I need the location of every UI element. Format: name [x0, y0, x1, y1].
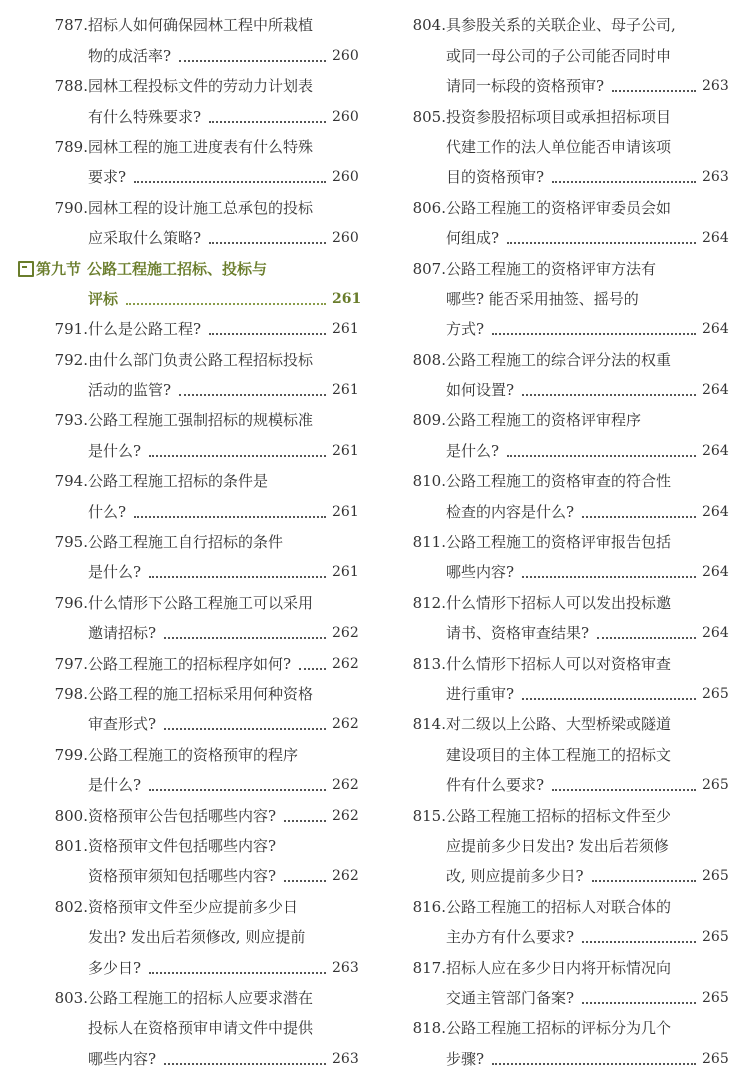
entry-title: 请书、资格审查结果?	[446, 624, 590, 643]
entry-number: 802.	[54, 897, 88, 916]
toc-entry-line	[408, 739, 728, 769]
toc-entry-line[interactable]	[18, 770, 358, 800]
page-number: 264	[702, 564, 729, 581]
entry-title: 公路工程施工的招标程序如何?	[88, 654, 292, 673]
entry-title: 公路工程施工的资格评审方法有	[446, 259, 657, 278]
entry-title: 是什么?	[88, 776, 142, 795]
entry-number: 799.	[54, 745, 88, 764]
entry-title: 什么情形下招标人可以发出投标邀	[446, 593, 672, 612]
page-number: 264	[702, 321, 729, 338]
dot-leader	[552, 180, 696, 183]
entry-number: 794.	[54, 472, 88, 491]
entry-title: 资格预审须知包括哪些内容?	[88, 867, 277, 886]
page-number: 260	[332, 47, 359, 64]
entry-number: 818.	[412, 1019, 446, 1038]
toc-entry-line	[408, 466, 728, 496]
entry-number: 796.	[54, 593, 88, 612]
entry-title: 何组成?	[446, 229, 500, 248]
dot-leader	[284, 819, 326, 822]
toc-entry-line	[18, 831, 358, 861]
dot-leader	[179, 393, 326, 396]
toc-entry-line[interactable]	[18, 223, 358, 253]
entry-title: 公路工程施工强制招标的规模标准	[88, 411, 314, 430]
page-number: 264	[702, 625, 729, 642]
toc-entry-line	[408, 891, 728, 921]
entry-number: 804.	[412, 16, 446, 35]
dot-leader	[612, 89, 696, 92]
dot-leader	[552, 788, 696, 791]
entry-number: 792.	[54, 350, 88, 369]
toc-entry-line[interactable]	[408, 618, 728, 648]
toc-entry-line[interactable]	[18, 800, 358, 830]
toc-entry-line	[18, 587, 358, 617]
entry-title: 公路工程施工的资格评审程序	[446, 411, 642, 430]
toc-entry-line	[408, 10, 728, 40]
dot-leader	[126, 302, 326, 305]
dot-leader	[134, 180, 326, 183]
entry-number: 800.	[54, 806, 88, 825]
entry-number: 790.	[54, 198, 88, 217]
toc-entry-line[interactable]	[408, 496, 728, 526]
entry-title: 主办方有什么要求?	[446, 928, 575, 947]
dot-leader	[149, 575, 326, 578]
entry-title: 由什么部门负责公路工程招标投标	[88, 350, 314, 369]
entry-title: 园林工程的施工进度表有什么特殊	[88, 137, 314, 156]
entry-title: 什么情形下招标人可以对资格审查	[446, 654, 672, 673]
toc-entry-line	[18, 466, 358, 496]
entry-title: 公路工程施工招标的招标文件至少	[446, 806, 672, 825]
dot-leader	[582, 515, 696, 518]
entry-title: 具参股关系的关联企业、母子公司,	[446, 16, 676, 35]
dot-leader	[492, 1062, 696, 1065]
entry-title: 请同一标段的资格预审?	[446, 77, 605, 96]
page-number: 265	[702, 989, 729, 1006]
page-number: 261	[332, 442, 359, 459]
toc-entry-line	[18, 527, 358, 557]
toc-entry-line[interactable]	[408, 71, 728, 101]
page-number: 263	[702, 78, 729, 95]
page-number: 262	[332, 655, 359, 672]
toc-entry-line[interactable]	[18, 162, 358, 192]
entry-title: 多少日?	[88, 958, 142, 977]
page-number: 260	[332, 169, 359, 186]
dot-leader	[209, 241, 326, 244]
dot-leader	[209, 332, 326, 335]
entry-title: 有什么特殊要求?	[88, 107, 202, 126]
page-number: 265	[702, 1050, 729, 1067]
entry-number: 793.	[54, 411, 88, 430]
page-number: 263	[332, 1050, 359, 1067]
entry-title: 应提前多少日发出? 发出后若须修	[446, 836, 669, 855]
entry-title: 资格预审文件至少应提前多少日	[88, 897, 299, 916]
entry-title: 目的资格预审?	[446, 168, 545, 187]
entry-title: 哪些内容?	[446, 563, 515, 582]
entry-title: 是什么?	[88, 563, 142, 582]
entry-title: 检查的内容是什么?	[446, 502, 575, 521]
entry-title: 公路工程施工的招标人对联合体的	[446, 897, 672, 916]
toc-entry-line[interactable]	[408, 314, 728, 344]
toc-entry-line	[408, 527, 728, 557]
entry-title: 是什么?	[88, 441, 142, 460]
toc-entry-line[interactable]	[408, 557, 728, 587]
entry-number: 803.	[54, 988, 88, 1007]
dot-leader	[522, 393, 696, 396]
entry-title: 什么?	[88, 502, 127, 521]
toc-entry-line	[18, 405, 358, 435]
entry-title: 公路工程施工的资格审查的符合性	[446, 472, 672, 491]
entry-title: 园林工程的设计施工总承包的投标	[88, 198, 314, 217]
entry-number: 808.	[412, 350, 446, 369]
entry-title: 公路工程施工的综合评分法的权重	[446, 350, 672, 369]
page-number: 264	[702, 442, 729, 459]
entry-number: 805.	[412, 107, 446, 126]
toc-entry-line	[408, 405, 728, 435]
dot-leader	[492, 332, 696, 335]
dot-leader	[582, 940, 696, 943]
entry-title: 公路工程施工的资格预审的程序	[88, 745, 299, 764]
book-icon	[18, 261, 34, 277]
dot-leader	[582, 1001, 696, 1004]
toc-entry-line[interactable]	[408, 162, 728, 192]
section-title: 公路工程施工招标、投标与	[87, 259, 268, 278]
page-number: 261	[332, 564, 359, 581]
entry-title: 公路工程施工招标的条件是	[88, 472, 269, 491]
toc-entry-line[interactable]	[18, 1043, 358, 1073]
entry-number: 791.	[54, 320, 88, 339]
toc-entry-line	[18, 71, 358, 101]
dot-leader	[592, 879, 696, 882]
dot-leader	[149, 788, 326, 791]
entry-number: 787.	[54, 16, 88, 35]
entry-number: 806.	[412, 198, 446, 217]
page-number: 262	[332, 807, 359, 824]
entry-title: 资格预审公告包括哪些内容?	[88, 806, 277, 825]
page-number: 262	[332, 716, 359, 733]
entry-title: 要求?	[88, 168, 127, 187]
toc-entry-line[interactable]	[408, 983, 728, 1013]
entry-number: 814.	[412, 715, 446, 734]
toc-entry-line[interactable]	[408, 1043, 728, 1073]
entry-title: 是什么?	[446, 441, 500, 460]
entry-number: 795.	[54, 533, 88, 552]
entry-number: 817.	[412, 958, 446, 977]
toc-entry-line	[18, 679, 358, 709]
toc-entry-line[interactable]	[18, 648, 358, 678]
toc-entry-line	[18, 192, 358, 222]
dot-leader	[284, 879, 326, 882]
toc-entry-line	[408, 831, 728, 861]
entry-title: 招标人如何确保园林工程中所栽植	[88, 16, 314, 35]
entry-number: 815.	[412, 806, 446, 825]
page-number: 265	[702, 685, 729, 702]
dot-leader	[149, 971, 326, 974]
section-heading[interactable]	[18, 253, 358, 283]
entry-title: 园林工程投标文件的劳动力计划表	[88, 77, 314, 96]
entry-title: 公路工程施工招标的评标分为几个	[446, 1019, 672, 1038]
toc-entry-line[interactable]	[18, 375, 358, 405]
entry-number: 807.	[412, 259, 446, 278]
toc-entry-line	[18, 983, 358, 1013]
entry-number: 788.	[54, 77, 88, 96]
entry-title: 投标人在资格预审申请文件中提供	[88, 1019, 314, 1038]
entry-title: 对二级以上公路、大型桥梁或隧道	[446, 715, 672, 734]
toc-entry-line[interactable]	[408, 435, 728, 465]
toc-left-column	[18, 10, 362, 1074]
page-number: 262	[332, 777, 359, 794]
entry-title: 审查形式?	[88, 715, 157, 734]
toc-entry-line	[408, 253, 728, 283]
dot-leader	[299, 667, 326, 670]
entry-title: 或同一母公司的子公司能否同时申	[446, 46, 672, 65]
toc-entry-line[interactable]	[408, 375, 728, 405]
entry-title: 步骤?	[446, 1049, 485, 1068]
entry-title: 资格预审文件包括哪些内容?	[88, 836, 277, 855]
page-number: 265	[702, 929, 729, 946]
entry-title: 交通主管部门备案?	[446, 988, 575, 1007]
entry-title: 公路工程施工的招标人应要求潜在	[88, 988, 314, 1007]
entry-title: 代建工作的法人单位能否申请该项	[446, 137, 672, 156]
toc-entry-line[interactable]	[18, 709, 358, 739]
entry-title: 进行重审?	[446, 684, 515, 703]
toc-entry-line	[18, 1013, 358, 1043]
section-title-cont: 评标	[88, 289, 119, 308]
section-page-number: 261	[332, 290, 362, 307]
toc-entry-line[interactable]	[408, 770, 728, 800]
page-number: 263	[702, 169, 729, 186]
dot-leader	[209, 120, 326, 123]
toc-entry-line	[18, 922, 358, 952]
dot-leader	[522, 575, 696, 578]
entry-number: 797.	[54, 654, 88, 673]
entry-title: 哪些? 能否采用抽签、摇号的	[446, 289, 639, 308]
toc-entry-line[interactable]	[18, 314, 358, 344]
toc-entry-line	[408, 40, 728, 70]
toc-entry-line	[408, 192, 728, 222]
page-number: 263	[332, 959, 359, 976]
entry-title: 投资参股招标项目或承担招标项目	[446, 107, 672, 126]
entry-number: 810.	[412, 472, 446, 491]
page-number: 262	[332, 625, 359, 642]
toc-entry-line	[408, 800, 728, 830]
entry-title: 邀请招标?	[88, 624, 157, 643]
dot-leader	[179, 59, 326, 62]
toc-entry-line[interactable]	[18, 40, 358, 70]
dot-leader	[507, 454, 696, 457]
entry-number: 816.	[412, 897, 446, 916]
entry-number: 811.	[412, 533, 446, 552]
toc-entry-line	[18, 739, 358, 769]
entry-title: 方式?	[446, 320, 485, 339]
entry-number: 798.	[54, 684, 88, 703]
toc-entry-line[interactable]	[408, 861, 728, 891]
entry-title: 活动的监管?	[88, 381, 172, 400]
toc-entry-line[interactable]	[408, 679, 728, 709]
page-number: 264	[702, 230, 729, 247]
page-number: 260	[332, 230, 359, 247]
entry-title: 哪些内容?	[88, 1049, 157, 1068]
page-number: 265	[702, 868, 729, 885]
entry-title: 公路工程的施工招标采用何种资格	[88, 684, 314, 703]
page-number: 264	[702, 382, 729, 399]
toc-entry-line	[408, 952, 728, 982]
toc-entry-line	[408, 132, 728, 162]
dot-leader	[164, 727, 326, 730]
page-number: 261	[332, 503, 359, 520]
toc-entry-line	[408, 344, 728, 374]
toc-entry-line[interactable]	[18, 861, 358, 891]
page-number: 260	[332, 108, 359, 125]
entry-title: 如何设置?	[446, 381, 515, 400]
dot-leader	[134, 515, 326, 518]
dot-leader	[507, 241, 696, 244]
section-heading-cont[interactable]	[18, 284, 362, 314]
toc-entry-line[interactable]	[18, 618, 358, 648]
dot-leader	[522, 697, 696, 700]
toc-entry-line[interactable]	[18, 557, 358, 587]
dot-leader	[164, 1062, 326, 1065]
toc-entry-line	[408, 284, 728, 314]
entry-title: 什么情形下公路工程施工可以采用	[88, 593, 314, 612]
entry-number: 789.	[54, 137, 88, 156]
entry-title: 应采取什么策略?	[88, 229, 202, 248]
toc-entry-line[interactable]	[18, 101, 358, 131]
toc-entry-line[interactable]	[408, 922, 728, 952]
toc-entry-line	[408, 101, 728, 131]
entry-title: 件有什么要求?	[446, 776, 545, 795]
dot-leader	[149, 454, 326, 457]
entry-number: 812.	[412, 593, 446, 612]
toc-entry-line[interactable]	[18, 435, 358, 465]
toc-entry-line	[18, 10, 358, 40]
toc-entry-line[interactable]	[18, 952, 358, 982]
entry-title: 物的成活率?	[88, 46, 172, 65]
entry-title: 公路工程施工的资格评审报告包括	[446, 533, 672, 552]
entry-title: 改, 则应提前多少日?	[446, 867, 584, 886]
entry-number: 801.	[54, 836, 88, 855]
toc-entry-line	[18, 344, 358, 374]
page-number: 261	[332, 321, 359, 338]
toc-entry-line[interactable]	[408, 223, 728, 253]
dot-leader	[597, 636, 696, 639]
page-number: 264	[702, 503, 729, 520]
dot-leader	[164, 636, 326, 639]
toc-entry-line	[408, 648, 728, 678]
entry-title: 建设项目的主体工程施工的招标文	[446, 745, 672, 764]
toc-entry-line	[18, 891, 358, 921]
entry-number: 809.	[412, 411, 446, 430]
toc-entry-line	[18, 132, 358, 162]
toc-entry-line	[408, 587, 728, 617]
toc-right-column	[408, 10, 728, 1074]
toc-entry-line[interactable]	[18, 496, 358, 526]
entry-number: 813.	[412, 654, 446, 673]
entry-title: 什么是公路工程?	[88, 320, 202, 339]
page-number: 265	[702, 777, 729, 794]
entry-title: 招标人应在多少日内将开标情况向	[446, 958, 672, 977]
entry-title: 公路工程施工的资格评审委员会如	[446, 198, 672, 217]
section-label: 第九节	[36, 259, 82, 278]
entry-title: 公路工程施工自行招标的条件	[88, 533, 284, 552]
toc-entry-line	[408, 1013, 728, 1043]
entry-title: 发出? 发出后若须修改, 则应提前	[88, 928, 306, 947]
page-number: 261	[332, 382, 359, 399]
page-number: 262	[332, 868, 359, 885]
toc-entry-line	[408, 709, 728, 739]
